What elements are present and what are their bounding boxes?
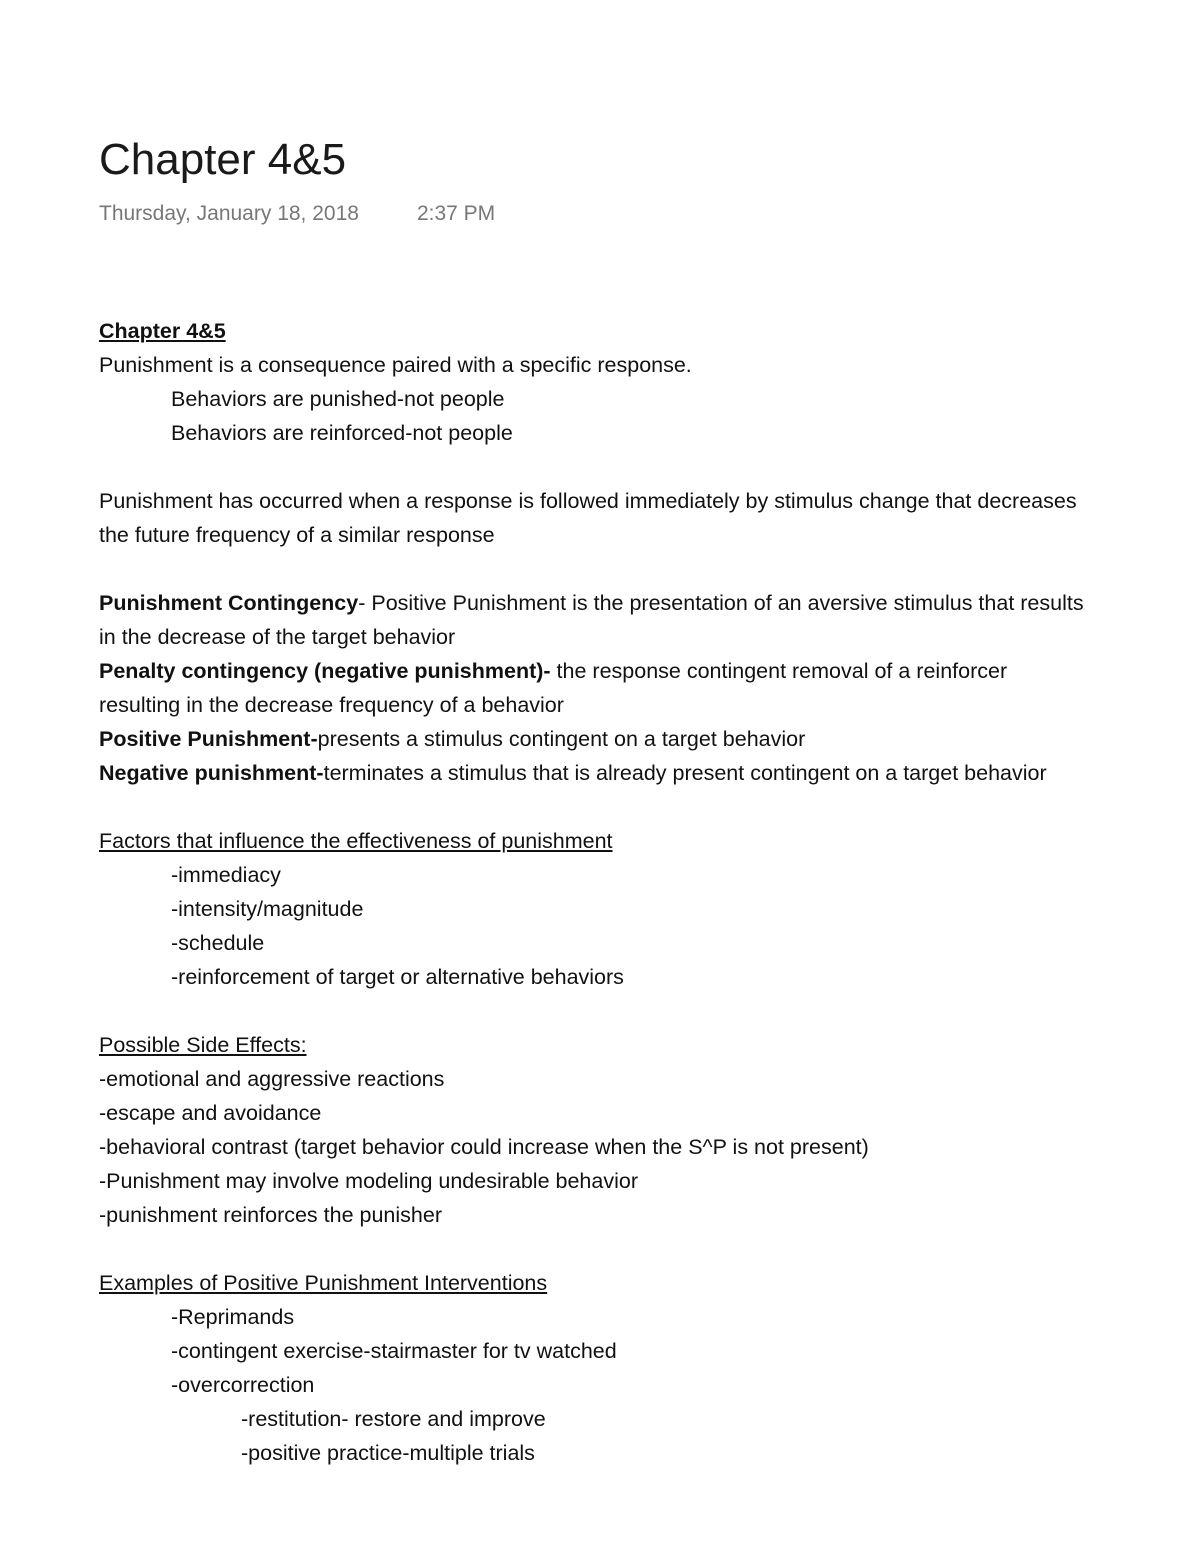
term-text: the response contingent removal of a reinforcer	[550, 659, 1008, 683]
list-item: -behavioral contrast (target behavior could increase when the S^P is not present)	[99, 1135, 869, 1159]
list-item: -escape and avoidance	[99, 1101, 322, 1125]
intro-text: Punishment is a consequence paired with a specific response.	[99, 353, 692, 377]
list-item: -intensity/magnitude	[171, 897, 364, 921]
intro-point: Behaviors are reinforced-not people	[171, 421, 513, 445]
list-item: -reinforcement of target or alternative behaviors	[171, 965, 624, 989]
definition-line: the future frequency of a similar response	[99, 523, 495, 547]
note-body	[99, 314, 1200, 1465]
side-effects-heading: Possible Side Effects:	[99, 1033, 307, 1057]
list-item: -Punishment may involve modeling undesirable behavior	[99, 1169, 638, 1193]
factors-heading: Factors that influence the effectiveness of punishment	[99, 829, 613, 853]
page-date: Thursday, January 18, 2018	[99, 202, 359, 225]
term-label: Penalty contingency (negative punishment)-	[99, 659, 551, 683]
page-title: Chapter 4&5	[99, 135, 347, 184]
term-text: terminates a stimulus that is already present contingent on a target behavior	[323, 761, 1047, 785]
sub-list-item: -restitution- restore and improve	[241, 1407, 546, 1431]
spacer	[99, 790, 1200, 824]
term-text: - Positive Punishment is the presentation of an aversive stimulus that results	[358, 591, 1084, 615]
term-definition	[99, 586, 1200, 620]
list-item: -punishment reinforces the punisher	[99, 1203, 442, 1227]
list-item: -schedule	[171, 931, 265, 955]
list-item: -emotional and aggressive reactions	[99, 1067, 445, 1091]
term-text: presents a stimulus contingent on a target behavior	[317, 727, 806, 751]
term-definition	[99, 654, 1200, 688]
examples-heading: Examples of Positive Punishment Interventions	[99, 1271, 548, 1295]
sub-list-item: -positive practice-multiple trials	[241, 1441, 535, 1465]
term-label: Positive Punishment-	[99, 727, 318, 751]
page-time: 2:37 PM	[416, 202, 496, 225]
term-definition	[99, 756, 1200, 790]
section-heading: Chapter 4&5	[99, 319, 226, 343]
definition-line: Punishment has occurred when a response is followed immediately by stimulus change that decreases	[99, 489, 1077, 513]
page-dateline	[99, 200, 495, 228]
spacer	[99, 552, 1200, 586]
spacer	[99, 450, 1200, 484]
list-item: -immediacy	[171, 863, 281, 887]
list-item: -Reprimands	[171, 1305, 295, 1329]
intro-point: Behaviors are punished-not people	[171, 387, 505, 411]
spacer	[99, 994, 1200, 1028]
term-definition	[99, 722, 1200, 756]
list-item: -overcorrection	[171, 1373, 315, 1397]
list-item: -contingent exercise-stairmaster for tv watched	[171, 1339, 617, 1363]
spacer	[99, 1232, 1200, 1266]
term-label: Negative punishment-	[99, 761, 324, 785]
term-text-continued: resulting in the decrease frequency of a behavior	[99, 693, 564, 717]
term-text-continued: in the decrease of the target behavior	[99, 625, 456, 649]
term-label: Punishment Contingency	[99, 591, 359, 615]
